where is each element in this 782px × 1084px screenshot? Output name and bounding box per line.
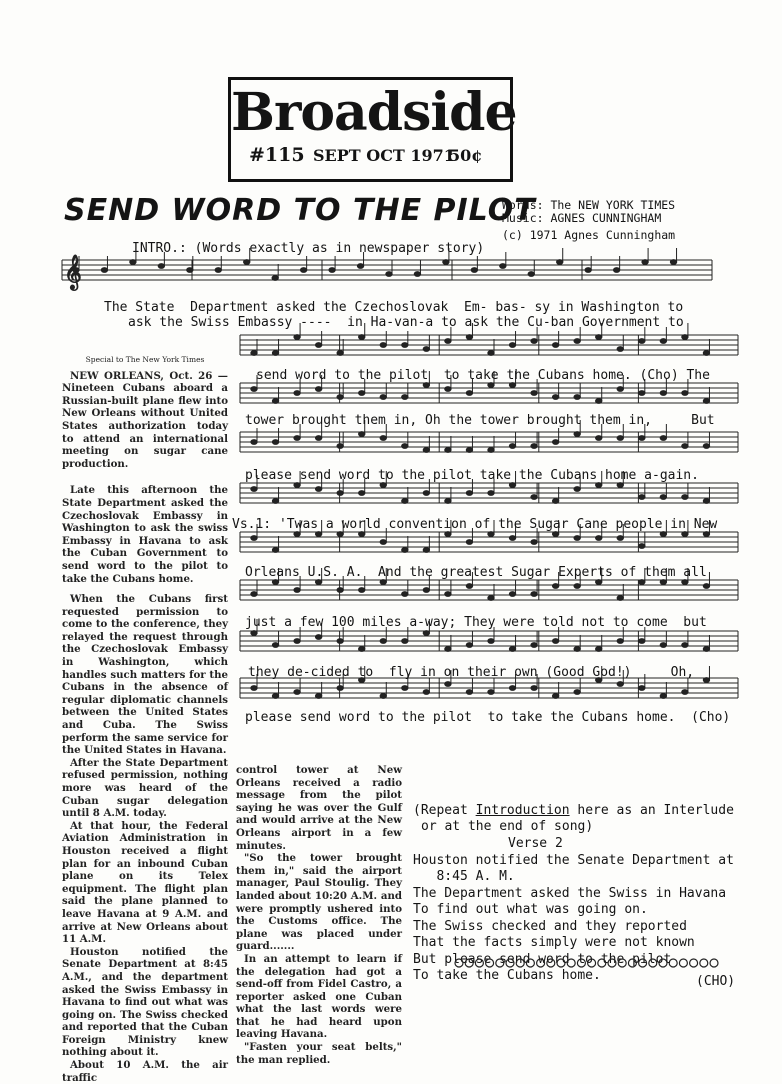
note-head — [617, 347, 623, 352]
ornament-loop — [690, 959, 698, 967]
clipping-paragraph: NEW ORLEANS, Oct. 26 — Nineteen Cubans aboard a Russian-built plane flew into New Orleans without United States authorization today to attend an international meeting on sugar cane production. — [62, 369, 228, 470]
lyric-line-10: please send word to the pilot to take the Cubans home. (Cho) — [245, 710, 731, 725]
lyric-line-5: please send word to the pilot take the Cubans home a-gain. — [245, 468, 699, 483]
note-head — [552, 694, 558, 699]
note-head — [509, 647, 515, 652]
note-head — [466, 335, 472, 340]
ornament-loop — [475, 959, 483, 967]
note-head — [488, 639, 494, 644]
note-head — [315, 532, 321, 537]
note-head — [272, 276, 278, 281]
note-head — [300, 268, 306, 273]
lyric-line-7: Orleans U.S. A. And the greatest Sugar Experts of them all — [245, 565, 707, 580]
note-head — [574, 584, 580, 589]
verse-line: The Department asked the Swiss in Havana — [413, 885, 727, 901]
note-head — [531, 643, 537, 648]
note-head — [423, 548, 429, 553]
note-head — [660, 532, 666, 537]
note-head — [639, 544, 645, 549]
ornament-loop — [547, 959, 555, 967]
clipping-paragraph: control tower at New Orleans received a radio message from the pilot saying he was over the Gulf and would arrive at the New Orleans airport in a few minutes. — [236, 764, 402, 852]
note-head — [423, 491, 429, 496]
note-head — [402, 395, 408, 400]
ornament-loop — [588, 959, 596, 967]
note-head — [466, 643, 472, 648]
note-head — [488, 351, 494, 356]
note-head — [359, 491, 365, 496]
note-head — [488, 690, 494, 695]
note-head — [359, 588, 365, 593]
verse-line: To find out what was going on. — [413, 902, 648, 917]
note-head — [617, 536, 623, 541]
note-head — [380, 343, 386, 348]
note-head — [585, 268, 591, 273]
note-head — [380, 694, 386, 699]
note-head — [682, 444, 688, 449]
clipping-paragraph: At that hour, the Federal Aviation Administration in Houston received a flight plan for an inbound Cuban plane on its Telex equipment. The flight plan said the plane planned to leave Havana at 9 A.M. and arrive at New Orleans about 11 A.M. — [62, 819, 228, 946]
note-head — [445, 387, 451, 392]
verse-line: To take the Cubans home. — [413, 968, 601, 983]
note-head — [682, 532, 688, 537]
note-head — [617, 596, 623, 601]
note-head — [402, 444, 408, 449]
note-head — [423, 383, 429, 388]
lyric-line-1: The State Department asked the Czechoslovak Em- bas- sy in Washington to — [104, 300, 684, 315]
lyric-line-9: they de-cided to fly in on their own (Good God!) Oh, — [248, 665, 695, 680]
note-head — [251, 487, 257, 492]
note-head — [337, 686, 343, 691]
ornament-loop — [577, 959, 585, 967]
note-head — [466, 584, 472, 589]
note-head — [509, 686, 515, 691]
note-head — [682, 335, 688, 340]
note-head — [423, 588, 429, 593]
note-head — [617, 639, 623, 644]
masthead-issue-number: #115 — [249, 144, 305, 166]
note-head — [272, 351, 278, 356]
note-head — [682, 580, 688, 585]
note-head — [337, 639, 343, 644]
news-clipping-column-2 — [236, 764, 402, 1066]
note-head — [639, 339, 645, 344]
note-head — [272, 440, 278, 445]
credit-words: Words: The NEW YORK TIMES — [502, 198, 676, 212]
note-head — [445, 448, 451, 453]
verse-2-label: Verse 2 — [508, 836, 563, 851]
note-head — [423, 631, 429, 636]
ornament-loop — [486, 959, 494, 967]
note-head — [574, 339, 580, 344]
ornament-loop — [710, 959, 718, 967]
chorus-tag: (CHO) — [696, 974, 736, 989]
note-head — [187, 268, 193, 273]
note-head — [488, 532, 494, 537]
lyric-line-8: just a few 100 miles a-way; They were told not to come but — [245, 615, 707, 630]
note-head — [500, 264, 506, 269]
note-head — [423, 690, 429, 695]
note-head — [272, 548, 278, 553]
note-head — [596, 483, 602, 488]
note-head — [639, 436, 645, 441]
clipping-paragraph: "Fasten your seat belts," the man replied. — [236, 1041, 402, 1066]
news-clipping-column-1 — [62, 354, 228, 1084]
note-head — [315, 343, 321, 348]
note-head — [402, 686, 408, 691]
lyric-line-3: send word to the pilot to take the Cubans home. (Cho) The — [256, 368, 710, 383]
note-head — [251, 686, 257, 691]
note-head — [531, 540, 537, 545]
note-head — [596, 436, 602, 441]
note-head — [315, 487, 321, 492]
note-head — [552, 532, 558, 537]
clipping-paragraph: Houston notified the Senate Department at 8:45 A.M., and the department asked the Swiss Embassy in Havana to find out what was going on. The Swiss checked and reported that the Cuban Foreign Ministry knew nothing about it. — [62, 945, 228, 1059]
intro-label: INTRO.: (Words exactly as in newspaper story) — [132, 241, 485, 256]
interlude-note: (Repeat Introduction here as an Interlude or at the end of song) — [413, 803, 734, 834]
clipping-credit: Special to The New York Times — [85, 355, 205, 364]
note-head — [402, 639, 408, 644]
ornament-loop — [659, 959, 667, 967]
note-head — [531, 339, 537, 344]
note-head — [670, 260, 676, 265]
note-head — [703, 399, 709, 404]
note-head — [272, 643, 278, 648]
clipping-paragraph: In an attempt to learn if the delegation had got a send-off from Fidel Castro, a reporter asked one Cuban what the last words were that he had heard upon leaving Havana. — [236, 952, 402, 1041]
note-head — [359, 391, 365, 396]
verse-line: Houston notified the Senate Department at — [413, 852, 734, 868]
note-head — [703, 678, 709, 683]
note-head — [596, 399, 602, 404]
note-head — [402, 548, 408, 553]
note-head — [423, 448, 429, 453]
note-head — [402, 499, 408, 504]
note-head — [294, 436, 300, 441]
note-head — [488, 596, 494, 601]
note-head — [315, 694, 321, 699]
note-head — [337, 444, 343, 449]
note-head — [574, 487, 580, 492]
lyric-line-2: ask the Swiss Embassy ---- in Ha-van-a to ask the Cu-ban Government to — [128, 315, 684, 330]
ornament-loop — [537, 959, 545, 967]
note-head — [660, 694, 666, 699]
note-head — [531, 444, 537, 449]
note-head — [557, 260, 563, 265]
note-head — [552, 584, 558, 589]
note-head — [315, 436, 321, 441]
note-head — [466, 491, 472, 496]
note-head — [471, 268, 477, 273]
note-head — [552, 343, 558, 348]
note-head — [574, 690, 580, 695]
note-head — [402, 343, 408, 348]
verse-line: 8:45 A. M. — [413, 869, 515, 884]
ornament-loop — [649, 959, 657, 967]
note-head — [528, 272, 534, 277]
clipping-paragraph: About 10 A.M. the air traffic — [62, 1059, 228, 1084]
note-head — [660, 643, 666, 648]
note-head — [272, 399, 278, 404]
note-head — [642, 260, 648, 265]
credit-music: Music: AGNES CUNNINGHAM — [502, 211, 662, 225]
introduction-underlined: Introduction — [475, 803, 570, 818]
note-head — [359, 532, 365, 537]
note-head — [445, 682, 451, 687]
note-head — [639, 639, 645, 644]
note-head — [380, 639, 386, 644]
note-head — [488, 383, 494, 388]
ornament-loop — [496, 959, 504, 967]
note-head — [509, 383, 515, 388]
note-head — [329, 268, 335, 273]
note-head — [703, 647, 709, 652]
ornament-loop — [526, 959, 534, 967]
note-head — [251, 631, 257, 636]
note-head — [445, 647, 451, 652]
note-head — [682, 391, 688, 396]
note-head — [509, 483, 515, 488]
ornament-loop — [700, 959, 708, 967]
note-head — [617, 387, 623, 392]
note-head — [552, 440, 558, 445]
note-head — [639, 580, 645, 585]
note-head — [574, 395, 580, 400]
note-head — [488, 491, 494, 496]
note-head — [509, 444, 515, 449]
note-head — [445, 532, 451, 537]
note-head — [315, 635, 321, 640]
note-head — [660, 495, 666, 500]
note-head — [466, 690, 472, 695]
note-head — [337, 351, 343, 356]
note-head — [445, 592, 451, 597]
note-head — [466, 448, 472, 453]
note-head — [294, 483, 300, 488]
note-head — [703, 444, 709, 449]
note-head — [617, 682, 623, 687]
ornament-loop — [669, 959, 677, 967]
note-head — [682, 495, 688, 500]
note-head — [617, 483, 623, 488]
note-head — [337, 588, 343, 593]
note-head — [337, 395, 343, 400]
song-title: SEND WORD TO THE PILOT — [64, 193, 536, 228]
note-head — [359, 432, 365, 437]
note-head — [703, 532, 709, 537]
clipping-paragraph: After the State Department refused permission, nothing more was heard of the Cuban sugar delegation until 8 A.M. today. — [62, 756, 228, 820]
masthead-title: Broadside — [231, 82, 517, 143]
note-head — [509, 592, 515, 597]
clipping-paragraph: "So the tower brought them in," said the airport manager, Paul Stoulig. They landed about 10:20 A.M. and were promptly ushered into the Customs office. The plane was placed under guard....... — [236, 852, 402, 953]
note-head — [639, 495, 645, 500]
note-head — [251, 440, 257, 445]
ornament-loop — [516, 959, 524, 967]
note-head — [531, 391, 537, 396]
note-head — [294, 690, 300, 695]
note-head — [380, 395, 386, 400]
note-head — [660, 436, 666, 441]
masthead-date: SEPT OCT 1971 — [313, 146, 455, 165]
note-head — [337, 491, 343, 496]
note-head — [660, 391, 666, 396]
note-head — [294, 391, 300, 396]
note-head — [596, 335, 602, 340]
clipping-paragraph: When the Cubans first requested permission to come to the conference, they relayed the request through the Czechoslovak Embassy in Washington, which handles such matters for the Cubans in the absence of regular diplomatic channels between the United States and Cuba. The Swiss perform the same service for the United States in Havana. — [62, 593, 228, 757]
note-head — [357, 264, 363, 269]
note-head — [294, 639, 300, 644]
ornament-loop — [628, 959, 636, 967]
verse-line: But please send word to the pilot — [413, 951, 672, 967]
note-head — [682, 643, 688, 648]
note-head — [402, 592, 408, 597]
note-head — [272, 499, 278, 504]
note-head — [552, 395, 558, 400]
note-head — [443, 260, 449, 265]
note-head — [466, 391, 472, 396]
ornament-loop — [557, 959, 565, 967]
note-head — [251, 387, 257, 392]
note-head — [294, 588, 300, 593]
note-head — [639, 391, 645, 396]
ornament-loop — [567, 959, 575, 967]
note-head — [386, 272, 392, 277]
note-head — [380, 540, 386, 545]
note-head — [509, 343, 515, 348]
note-head — [445, 499, 451, 504]
note-head — [337, 532, 343, 537]
note-head — [101, 268, 107, 273]
note-head — [703, 499, 709, 504]
ornament-loop — [608, 959, 616, 967]
note-head — [509, 536, 515, 541]
note-head — [574, 647, 580, 652]
verse-line: The Swiss checked and they reported — [413, 918, 687, 934]
note-head — [423, 347, 429, 352]
note-head — [251, 351, 257, 356]
masthead-price: 50¢ — [449, 146, 483, 165]
clipping-paragraph: Late this afternoon the State Department asked the Czechoslovak Embassy in Washington to ask the swiss Embassy in Havana to ask the Cuban Government to send word to the pilot to take the Cubans home. — [62, 484, 228, 585]
note-head — [380, 483, 386, 488]
note-head — [294, 532, 300, 537]
note-head — [660, 339, 666, 344]
note-head — [272, 580, 278, 585]
note-head — [596, 647, 602, 652]
note-head — [574, 536, 580, 541]
note-head — [414, 272, 420, 277]
note-head — [552, 639, 558, 644]
note-head — [596, 536, 602, 541]
credit-copyright: (c) 1971 Agnes Cunningham — [502, 228, 676, 242]
note-head — [215, 268, 221, 273]
note-head — [359, 335, 365, 340]
note-head — [359, 647, 365, 652]
note-head — [531, 592, 537, 597]
ornament-border — [453, 955, 721, 971]
verse-line: That the facts simply were not known — [413, 935, 695, 950]
note-head — [639, 686, 645, 691]
note-head — [251, 592, 257, 597]
ornament-loop — [455, 959, 463, 967]
note-head — [294, 335, 300, 340]
note-head — [682, 690, 688, 695]
note-head — [617, 436, 623, 441]
note-head — [466, 540, 472, 545]
note-head — [315, 387, 321, 392]
note-head — [130, 260, 136, 265]
note-head — [596, 580, 602, 585]
note-head — [158, 264, 164, 269]
note-head — [552, 499, 558, 504]
note-head — [574, 432, 580, 437]
note-head — [315, 580, 321, 585]
note-head — [660, 580, 666, 585]
note-head — [380, 580, 386, 585]
note-head — [703, 584, 709, 589]
note-head — [531, 686, 537, 691]
treble-clef-icon: 𝄞 — [64, 255, 82, 290]
note-head — [380, 436, 386, 441]
note-head — [613, 268, 619, 273]
lyric-line-6: Vs.1: 'Twas a world convention of the Sugar Cane people in New — [232, 517, 718, 532]
note-head — [244, 260, 250, 265]
ornament-loop — [679, 959, 687, 967]
note-head — [488, 448, 494, 453]
note-head — [531, 495, 537, 500]
note-head — [703, 351, 709, 356]
note-head — [272, 694, 278, 699]
ornament-loop — [465, 959, 473, 967]
ornament-loop — [618, 959, 626, 967]
note-head — [251, 536, 257, 541]
lyric-line-4: tower brought them in, Oh the tower brought them in, But — [245, 413, 715, 428]
ornament-loop — [598, 959, 606, 967]
ornament-loop — [506, 959, 514, 967]
note-head — [445, 339, 451, 344]
ornament-loop — [639, 959, 647, 967]
